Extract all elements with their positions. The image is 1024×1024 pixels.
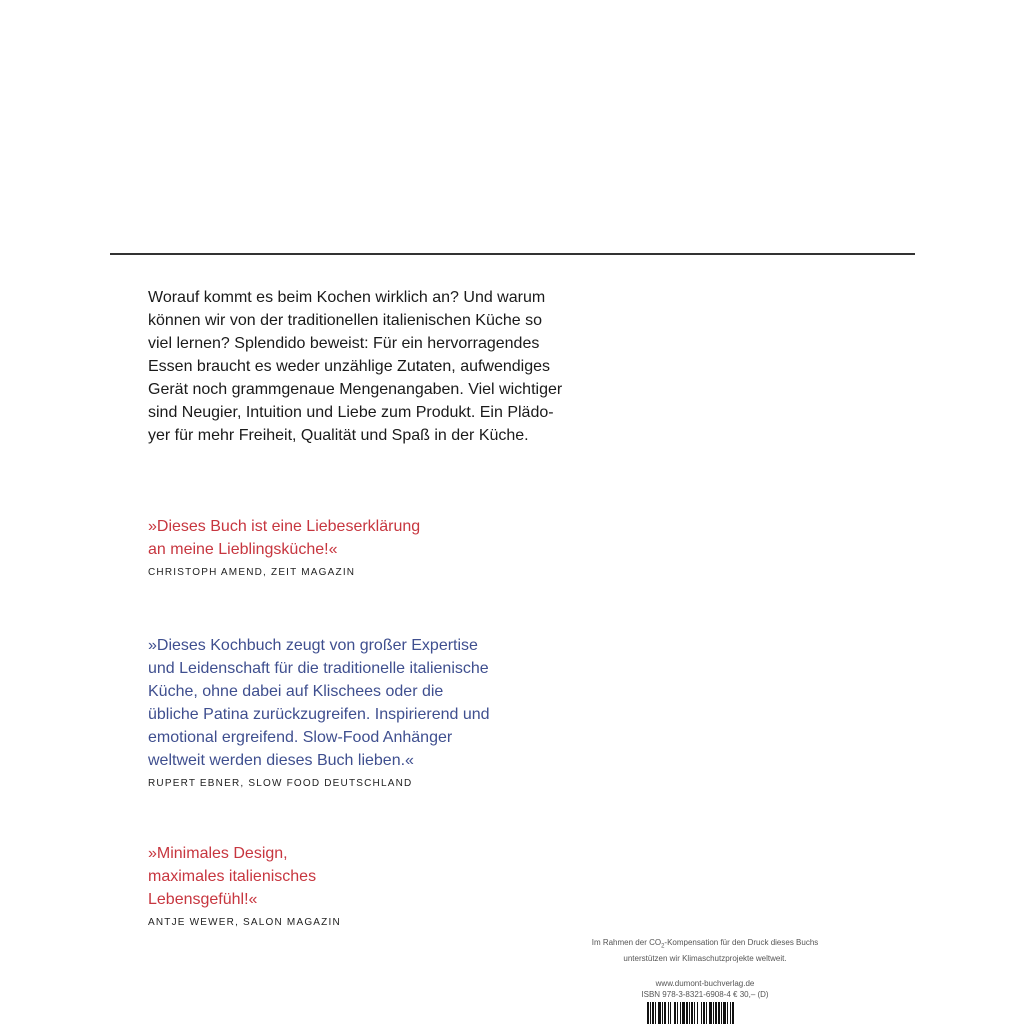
quote-line: »Dieses Buch ist eine Liebeserklärung	[148, 518, 421, 535]
quote-author: CHRISTOPH AMEND, ZEIT MAGAZIN	[148, 567, 356, 578]
quote-line: übliche Patina zurückzugreifen. Inspirierend und	[148, 706, 490, 723]
review-quote-3	[148, 842, 608, 930]
book-description	[148, 286, 618, 447]
quote-line: Lebensgefühl!«	[148, 891, 258, 908]
description-line: viel lernen? Splendido beweist: Für ein hervorragendes	[148, 335, 540, 352]
co2-note-line-1: Im Rahmen der $CO_2$-Kompensation für den Druck dieses Buchs	[591, 938, 819, 950]
quote-line: »Minimales Design,	[148, 845, 288, 862]
publisher-info	[600, 978, 810, 1000]
barcode-icon	[647, 1002, 763, 1024]
description-line: Gerät noch grammgenaue Mengenangaben. Viel wichtiger	[148, 381, 563, 398]
co2-compensation-note	[560, 937, 850, 964]
quote-author: RUPERT EBNER, SLOW FOOD DEUTSCHLAND	[148, 778, 413, 789]
review-quote-2	[148, 634, 608, 791]
quote-line: an meine Lieblingsküche!«	[148, 541, 338, 558]
description-line: können wir von der traditionellen italienischen Küche so	[148, 312, 543, 329]
co2-note-line-2: unterstützen wir Klimaschutzprojekte weltweit.	[623, 953, 787, 963]
publisher-url: www.dumont-buchverlag.de	[655, 979, 755, 988]
description-line: sind Neugier, Intuition und Liebe zum Produkt. Ein Plädo-	[148, 404, 554, 421]
quote-line: weltweit werden dieses Buch lieben.«	[148, 752, 414, 769]
quote-line: maximales italienisches	[148, 868, 317, 885]
isbn-price: ISBN 978-3-8321-6908-4 € 30,– (D)	[641, 990, 769, 999]
description-line: Essen braucht es weder unzählige Zutaten, aufwendiges	[148, 358, 551, 375]
description-line: Worauf kommt es beim Kochen wirklich an? Und warum	[148, 289, 546, 306]
review-quote-1	[148, 515, 608, 580]
description-line: yer für mehr Freiheit, Qualität und Spaß in der Küche.	[148, 427, 529, 444]
quote-line: Küche, ohne dabei auf Klischees oder die	[148, 683, 444, 700]
quote-line: und Leidenschaft für die traditionelle italienische	[148, 660, 489, 677]
quote-line: »Dieses Kochbuch zeugt von großer Expertise	[148, 637, 478, 654]
quote-author: ANTJE WEWER, SALON MAGAZIN	[148, 917, 341, 928]
quote-line: emotional ergreifend. Slow-Food Anhänger	[148, 729, 453, 746]
divider-rule	[110, 253, 915, 255]
